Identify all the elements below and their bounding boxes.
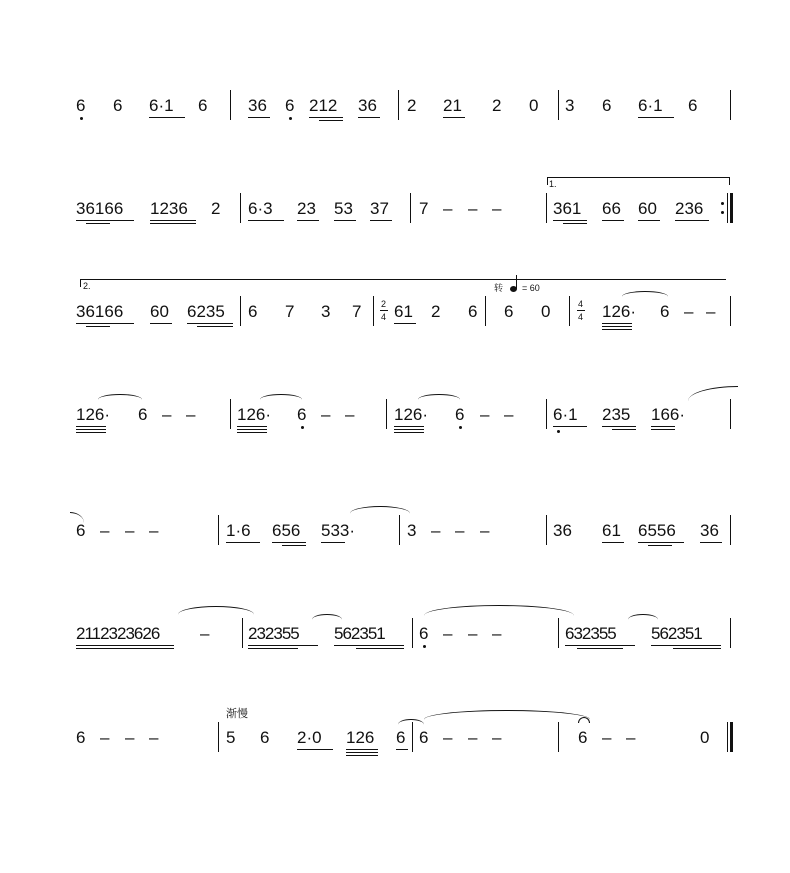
underline	[673, 648, 721, 649]
note-stem	[516, 275, 517, 289]
note: 6556	[638, 521, 676, 540]
dash: –	[468, 728, 478, 747]
underline	[394, 323, 416, 324]
note: 126·	[602, 302, 637, 321]
note: 6·1	[553, 405, 578, 424]
note: 2	[431, 302, 441, 321]
note: 7	[419, 199, 429, 218]
note: 6	[248, 302, 258, 321]
barline	[546, 515, 547, 545]
note: 6	[76, 96, 86, 115]
underline	[563, 223, 587, 224]
underline	[272, 542, 306, 543]
time-signature-top: 2	[381, 299, 387, 309]
time-signature-line	[577, 310, 585, 311]
underline	[297, 749, 333, 750]
time-signature-bottom: 4	[578, 312, 584, 322]
underline	[76, 220, 134, 221]
underline	[86, 223, 110, 224]
dash: –	[480, 521, 490, 540]
underline	[396, 749, 408, 750]
dash: –	[149, 728, 159, 747]
note: 6	[602, 96, 612, 115]
note: 6	[578, 728, 588, 747]
barline	[242, 618, 243, 648]
underline	[149, 117, 185, 118]
tempo-marking: 渐慢	[226, 708, 248, 720]
dash: –	[443, 199, 453, 218]
underline	[237, 429, 267, 430]
underline	[394, 429, 424, 430]
note: 126·	[76, 405, 111, 424]
note: 361	[553, 199, 582, 218]
note: 126	[346, 728, 375, 747]
note: 126·	[394, 405, 429, 424]
underline	[248, 648, 298, 649]
barline	[485, 296, 486, 326]
slur	[350, 506, 410, 521]
note: 3	[565, 96, 575, 115]
note: 632355	[565, 624, 616, 643]
underline	[346, 755, 378, 756]
note: 562351	[651, 624, 702, 643]
underline	[248, 645, 318, 646]
note: 36166	[76, 199, 124, 218]
underline	[334, 220, 356, 221]
dot-below	[289, 117, 292, 120]
barline	[558, 90, 559, 120]
dash: –	[186, 405, 196, 424]
note: 61	[602, 521, 621, 540]
note: 6	[285, 96, 295, 115]
note: 36166	[76, 302, 124, 321]
underline	[187, 323, 233, 324]
note: 6	[396, 728, 406, 747]
note: 6	[504, 302, 514, 321]
dash: –	[468, 624, 478, 643]
underline	[394, 432, 424, 433]
dash: –	[162, 405, 172, 424]
dash: –	[431, 521, 441, 540]
underline	[602, 326, 632, 327]
underline	[651, 645, 721, 646]
note: 7	[352, 302, 362, 321]
underline	[76, 648, 174, 649]
barline	[230, 90, 231, 120]
dash: –	[492, 199, 502, 218]
note: 37	[370, 199, 389, 218]
barline	[546, 399, 547, 429]
note: 2	[211, 199, 221, 218]
underline	[602, 323, 632, 324]
note: 6235	[187, 302, 225, 321]
note: 61	[394, 302, 413, 321]
underline	[282, 545, 306, 546]
underline	[76, 432, 106, 433]
tempo-marking: = 60	[522, 283, 540, 293]
note: 0	[529, 96, 539, 115]
note: 6	[419, 728, 429, 747]
volta-tick	[729, 177, 730, 185]
underline	[602, 542, 624, 543]
note: 562351	[334, 624, 385, 643]
underline	[150, 220, 196, 221]
underline	[319, 120, 343, 121]
note: 5	[226, 728, 236, 747]
underline	[638, 542, 684, 543]
note: 6·1	[638, 96, 663, 115]
slur	[622, 291, 668, 302]
dot-below	[301, 426, 304, 429]
underline	[602, 220, 624, 221]
dot-below	[80, 117, 83, 120]
barline	[399, 515, 400, 545]
underline	[565, 645, 635, 646]
slur	[98, 394, 142, 405]
underline	[553, 426, 587, 427]
note: 656	[272, 521, 301, 540]
note: 6	[198, 96, 208, 115]
underline	[76, 323, 134, 324]
note: 533·	[321, 521, 356, 540]
underline	[553, 220, 587, 221]
barline	[730, 618, 731, 648]
underline	[638, 117, 674, 118]
dash: –	[100, 728, 110, 747]
barline	[230, 399, 231, 429]
barline	[373, 296, 374, 326]
note: 36	[358, 96, 377, 115]
slur	[424, 605, 574, 626]
note: 36	[553, 521, 572, 540]
underline	[309, 117, 343, 118]
note: 21	[443, 96, 462, 115]
slur	[418, 394, 460, 405]
final-barline	[730, 722, 733, 752]
underline	[602, 426, 636, 427]
note: 6	[468, 302, 478, 321]
barline	[730, 90, 731, 120]
dash: –	[492, 728, 502, 747]
volta-label: 2.	[83, 281, 91, 291]
underline	[346, 752, 378, 753]
volta-tick	[547, 177, 548, 185]
underline	[248, 117, 270, 118]
dash: –	[443, 624, 453, 643]
note: 6	[260, 728, 270, 747]
dot-below	[459, 426, 462, 429]
note: 6·3	[248, 199, 273, 218]
note: 6	[138, 405, 148, 424]
dash: –	[504, 405, 514, 424]
note: 236	[675, 199, 704, 218]
note: 2	[492, 96, 502, 115]
underline	[638, 220, 660, 221]
barline	[218, 515, 219, 545]
note: 66	[602, 199, 621, 218]
note: 2·0	[297, 728, 322, 747]
barline	[730, 296, 731, 326]
dot-below	[557, 430, 560, 433]
underline	[226, 542, 260, 543]
barline	[240, 193, 241, 223]
note: 2	[407, 96, 417, 115]
note: 166·	[651, 405, 686, 424]
barline	[558, 722, 559, 752]
tempo-prefix: 转	[494, 283, 504, 293]
note: 6	[688, 96, 698, 115]
volta-label: 1.	[549, 179, 557, 189]
slur	[260, 394, 302, 405]
underline	[602, 329, 632, 330]
barline	[218, 722, 219, 752]
note: 7	[285, 302, 295, 321]
note: 0	[700, 728, 710, 747]
dash: –	[345, 405, 355, 424]
barline	[558, 618, 559, 648]
underline	[648, 545, 672, 546]
note: 6	[113, 96, 123, 115]
time-signature-bottom: 4	[381, 312, 387, 322]
note: 212	[309, 96, 338, 115]
dash: –	[626, 728, 636, 747]
note: 6·1	[149, 96, 174, 115]
volta-bracket	[547, 177, 730, 178]
note: 232355	[248, 624, 299, 643]
underline	[334, 645, 404, 646]
note: 6	[297, 405, 307, 424]
dash: –	[468, 199, 478, 218]
dot-below	[423, 645, 426, 648]
underline	[237, 426, 267, 427]
note: 126·	[237, 405, 272, 424]
underline	[443, 117, 465, 118]
underline	[76, 429, 106, 430]
note: 0	[541, 302, 551, 321]
note: 6	[76, 728, 86, 747]
note: 2112323626	[76, 624, 160, 643]
barline	[398, 90, 399, 120]
dash: –	[200, 624, 210, 643]
underline	[346, 749, 378, 750]
barline	[546, 193, 547, 223]
fermata-icon	[578, 717, 590, 723]
note: 235	[602, 405, 631, 424]
dash: –	[149, 521, 159, 540]
dash: –	[480, 405, 490, 424]
slur	[424, 710, 590, 729]
underline	[321, 542, 345, 543]
underline	[150, 223, 196, 224]
note: 6	[419, 624, 429, 643]
note: 23	[297, 199, 316, 218]
note: 1·6	[226, 521, 251, 540]
barline	[412, 618, 413, 648]
underline	[237, 432, 267, 433]
note: 1236	[150, 199, 188, 218]
note: 53	[334, 199, 353, 218]
barline	[730, 515, 731, 545]
barline	[386, 399, 387, 429]
underline	[197, 326, 233, 327]
time-signature-line	[380, 310, 388, 311]
note: 6	[660, 302, 670, 321]
time-signature-top: 4	[578, 299, 584, 309]
dash: –	[706, 302, 716, 321]
dash: –	[602, 728, 612, 747]
underline	[86, 326, 110, 327]
note: 60	[150, 302, 169, 321]
dash: –	[684, 302, 694, 321]
underline	[76, 645, 174, 646]
repeat-dot	[721, 202, 724, 205]
underline	[150, 323, 172, 324]
dash: –	[492, 624, 502, 643]
final-barline	[730, 193, 733, 223]
barline	[727, 193, 728, 223]
dash: –	[443, 728, 453, 747]
barline	[412, 722, 413, 752]
dash: –	[100, 521, 110, 540]
volta-tick	[80, 279, 81, 287]
note: 60	[638, 199, 657, 218]
underline	[358, 117, 380, 118]
note: 36	[700, 521, 719, 540]
underline	[394, 426, 424, 427]
underline	[577, 648, 623, 649]
note: 6	[76, 521, 86, 540]
underline	[675, 220, 709, 221]
barline	[569, 296, 570, 326]
underline	[370, 220, 392, 221]
note: 3	[407, 521, 417, 540]
dash: –	[455, 521, 465, 540]
underline	[356, 648, 404, 649]
repeat-dot	[721, 211, 724, 214]
barline	[240, 296, 241, 326]
note: 6	[455, 405, 465, 424]
volta-bracket	[80, 279, 726, 280]
underline	[651, 426, 675, 427]
underline	[297, 220, 319, 221]
underline	[651, 429, 675, 430]
barline	[730, 399, 731, 429]
barline	[410, 193, 411, 223]
underline	[612, 429, 636, 430]
dash: –	[125, 521, 135, 540]
dash: –	[125, 728, 135, 747]
note: 36	[248, 96, 267, 115]
underline	[76, 426, 106, 427]
note: 3	[321, 302, 331, 321]
underline	[700, 542, 722, 543]
underline	[248, 220, 284, 221]
barline	[727, 722, 728, 752]
dash: –	[321, 405, 331, 424]
